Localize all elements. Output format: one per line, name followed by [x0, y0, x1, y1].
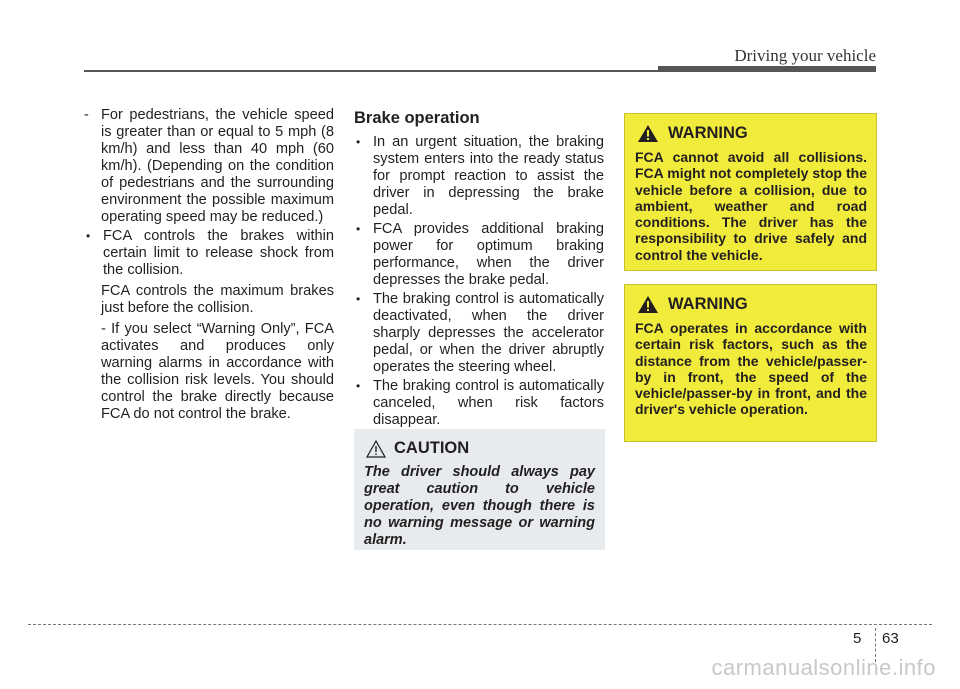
caution-text: The driver should always pay great caution to vehicle operation, even though there is no warning message or warning alarm.: [364, 464, 595, 548]
caution-header: [366, 439, 595, 458]
bullet-item-text: FCA controls the brakes within certain limit to release shock from the collision.: [103, 228, 334, 278]
header-accent-bar: [658, 66, 876, 72]
watermark: carmanualsonline.info: [711, 655, 936, 680]
bullet-item: [354, 134, 604, 219]
dash-item-text: For pedestrians, the vehicle speed is greater than or equal to 5 mph (8 km/h) and less than 40 mph (60 km/h). (Depending on the condition of pedestrians and the surrounding environment the possible maximum operating speed may be reduced.): [101, 107, 334, 225]
warning-title: WARNING: [668, 124, 748, 142]
bullet-icon: •: [356, 292, 361, 306]
bullet-item: [354, 291, 604, 376]
bullet-icon: •: [356, 135, 361, 149]
warning-triangle-icon: [637, 124, 659, 143]
dash-marker: -: [84, 107, 89, 123]
bullet-icon: •: [356, 379, 361, 393]
caution-box: [354, 429, 605, 550]
paragraph: - If you select “Warning Only”, FCA activates and produces only warning alarms in accordance with the collision risk levels. You should control the brake directly because FCA do not control the brake.: [101, 321, 334, 422]
middle-column: [354, 110, 604, 429]
bullet-icon: •: [356, 222, 361, 236]
bullet-item: [354, 378, 604, 429]
page-section-number: 5: [853, 630, 862, 647]
warning-title: WARNING: [668, 295, 748, 313]
bullet-icon: •: [86, 229, 91, 243]
section-title: Brake operation: [354, 109, 480, 127]
bullet-item-text: The braking control is automatically deactivated, when the driver sharply depresses the accelerator pedal, or when the driver abruptly operates the steering wheel.: [373, 291, 604, 375]
warning-text: FCA cannot avoid all collisions. FCA might not completely stop the vehicle before a collision, due to ambient, weather and road conditions. The driver has the responsibility to drive safely and control the vehicle.: [635, 149, 867, 263]
bullet-item: [84, 228, 334, 279]
bullet-item-text: In an urgent situation, the braking system enters into the ready status for prompt reaction to assist the driver in depressing the brake pedal.: [373, 134, 604, 218]
warning-text: FCA operates in accordance with certain risk factors, such as the distance from the vehicle/passer-by in front, the speed of the vehicle/passer-by in front, and the driver's vehicle operation.: [635, 320, 867, 418]
caution-title: CAUTION: [394, 439, 470, 457]
left-column: [84, 107, 334, 423]
warning-triangle-icon: [637, 295, 659, 314]
page-header-title: Driving your vehicle: [734, 46, 876, 65]
warning-box-2: [624, 284, 877, 442]
page-number: 63: [882, 630, 899, 647]
warning-header: [637, 124, 867, 143]
bullet-item: [354, 221, 604, 289]
bullet-item-text: The braking control is automatically canceled, when risk factors disappear.: [373, 378, 604, 428]
footer-rule: [28, 624, 932, 625]
caution-triangle-icon: [366, 440, 386, 458]
bullet-item-text: FCA provides additional braking power for optimum braking performance, when the driver depresses the brake pedal.: [373, 221, 604, 288]
warning-header: [637, 295, 867, 314]
warning-box-1: [624, 113, 877, 271]
paragraph: FCA controls the maximum brakes just before the collision.: [101, 283, 334, 316]
dash-item: [84, 107, 334, 226]
